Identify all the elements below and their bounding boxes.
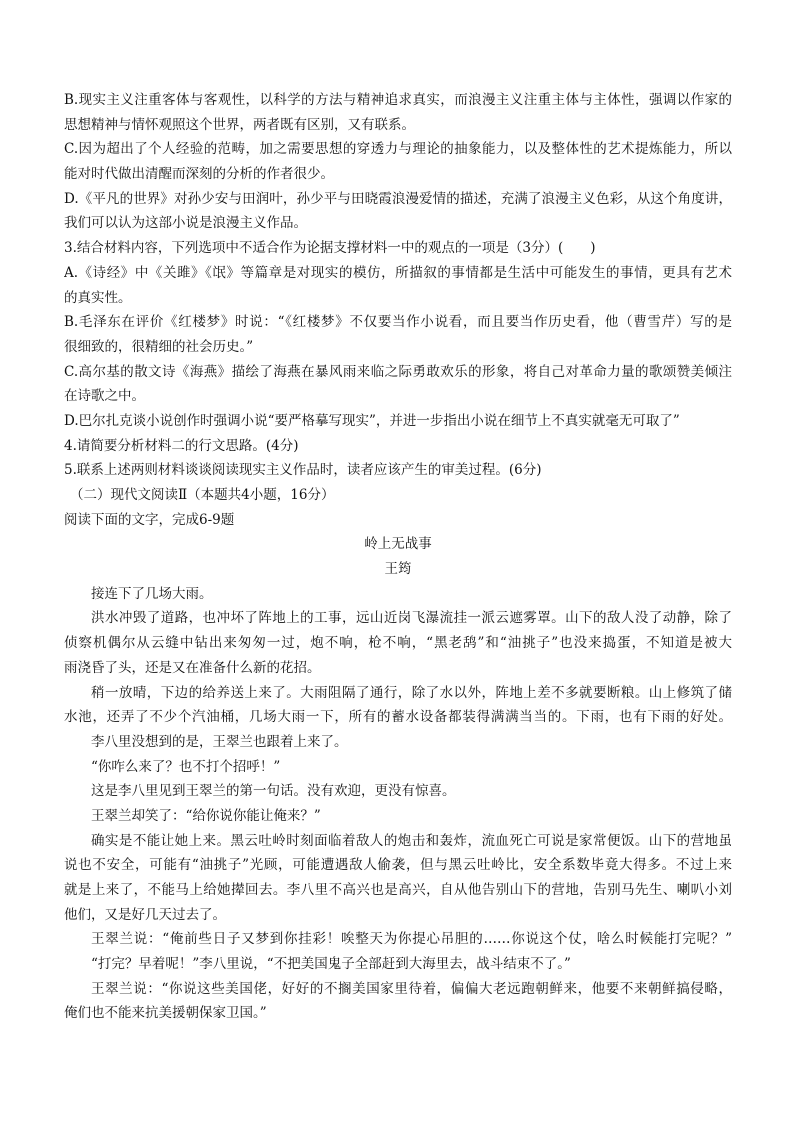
text-line: 王翠兰说：“俺前些日子又梦到你挂彩！唉整天为你提心吊胆的……你说这个仗，啥么时候能打完呢？” <box>91 931 732 948</box>
text-line: 阅读下面的文字，完成6-9题 <box>64 511 235 528</box>
text-line: 说也不安全，可能有“油挑子”光顾，可能遭遇敌人偷袭，但与黑云吐岭比，安全系数毕竟大得多。不过上来 <box>64 857 732 874</box>
document-body <box>64 88 732 1026</box>
text-line: 接连下了几场大雨。 <box>91 585 213 602</box>
text-line: 3.结合材料内容，下列选项中不适合作为论据支撑材料一中的观点的一项是（3分）( ) <box>64 240 596 257</box>
text-line: 王翠兰却笑了：“给你说你能让俺来？” <box>91 807 321 824</box>
text-line: 确实是不能让她上来。黑云吐岭时刻面临着敌人的炮击和轰炸，流血死亡可说是家常便饭。山下的营地虽 <box>91 832 732 849</box>
text-line: 侦察机偶尔从云缝中钻出来匆匆一过，炮不响，枪不响，“黑老鸹”和“油挑子”也没来捣蛋，不知道是被大 <box>64 635 732 652</box>
text-line: 5.联系上述两则材料谈谈阅读现实主义作品时，读者应该产生的审美过程。(6分) <box>64 462 542 479</box>
article-author: 王筠 <box>384 561 412 578</box>
text-line: 雨浇昏了头，还是又在准备什么新的花招。 <box>64 659 321 676</box>
text-line: 能对时代做出清醒而深刻的分析的作者很少。 <box>64 166 334 183</box>
text-line: B.毛泽东在评价《红楼梦》时说：“《红楼梦》不仅要当作小说看，而且要当作历史看，他（曹雪芹）写的是 <box>64 314 732 331</box>
text-line: “打完？早着呢！”李八里说，“不把美国鬼子全部赶到大海里去，战斗结束不了。” <box>91 956 571 973</box>
text-line: 俺们也不能来抗美援朝保家卫国。” <box>64 1005 267 1022</box>
text-line: 在诗歌之中。 <box>64 388 145 405</box>
text-line: 洪水冲毁了道路，也冲坏了阵地上的工事，远山近岗飞瀑流挂一派云遮雾罩。山下的敌人没了动静，除了 <box>91 610 732 627</box>
text-line: 他们，又是好几天过去了。 <box>64 906 226 923</box>
text-line: “你咋么来了？也不打个招呼！” <box>91 758 281 775</box>
text-line: D.巴尔扎克谈小说创作时强调小说“要严格摹写现实”，并进一步指出小说在细节上不真实就毫无可取了” <box>64 412 680 429</box>
text-line: 就是上来了，不能马上给她撵回去。李八里不高兴也是高兴，自从他告别山下的营地，告别马先生、喇叭小刘 <box>64 882 732 898</box>
text-line: 水池，还弄了不少个汽油桶，几场大雨一下，所有的蓄水设备都装得满满当当的。下雨，也有下雨的好处。 <box>64 709 732 726</box>
text-line: 思想精神与情怀观照这个世界，两者既有区别，又有联系。 <box>64 116 415 133</box>
text-line: 的真实性。 <box>64 289 132 306</box>
text-line: C.因为超出了个人经验的范畴，加之需要思想的穿透力与理论的抽象能力，以及整体性的艺术提炼能力，所以 <box>64 141 732 158</box>
section-heading: （二）现代文阅读Ⅱ（本题共4小题，16分） <box>70 487 335 503</box>
text-line: A.《诗经》中《关雎》《氓》等篇章是对现实的模仿，所描叙的事情都是生活中可能发生的事情，更具有艺术 <box>64 264 732 281</box>
article-title: 岭上无战事 <box>364 536 432 553</box>
text-line: C.高尔基的散文诗《海燕》描绘了海燕在暴风雨来临之际勇敢欢乐的形象，将自己对革命力量的歌颂赞美倾注 <box>64 363 732 380</box>
text-line: 4.请简要分析材料二的行文思路。(4分) <box>64 437 299 454</box>
text-line: 稍一放晴，下边的给养送上来了。大雨阻隔了通行，除了水以外，阵地上差不多就要断粮。山上修筑了储 <box>91 684 732 701</box>
text-line: 很细致的，很精细的社会历史。” <box>64 338 254 355</box>
text-line: 这是李八里见到王翠兰的第一句话。没有欢迎，更没有惊喜。 <box>91 783 456 800</box>
text-line: B.现实主义注重客体与客观性，以科学的方法与精神追求真实，而浪漫主义注重主体与主体性，强调以作家的 <box>64 92 732 108</box>
text-line: 我们可以认为这部小说是浪漫主义作品。 <box>64 215 307 232</box>
text-line: 李八里没想到的是，王翠兰也跟着上来了。 <box>91 733 348 750</box>
text-line: 王翠兰说：“你说这些美国佬，好好的不搁美国家里待着，偏偏大老远跑朝鲜来，他要不来朝鲜搞侵略， <box>91 980 732 997</box>
text-line: D.《平凡的世界》对孙少安与田润叶，孙少平与田晓霞浪漫爱情的描述，充满了浪漫主义色彩，从这个角度讲， <box>64 190 732 207</box>
